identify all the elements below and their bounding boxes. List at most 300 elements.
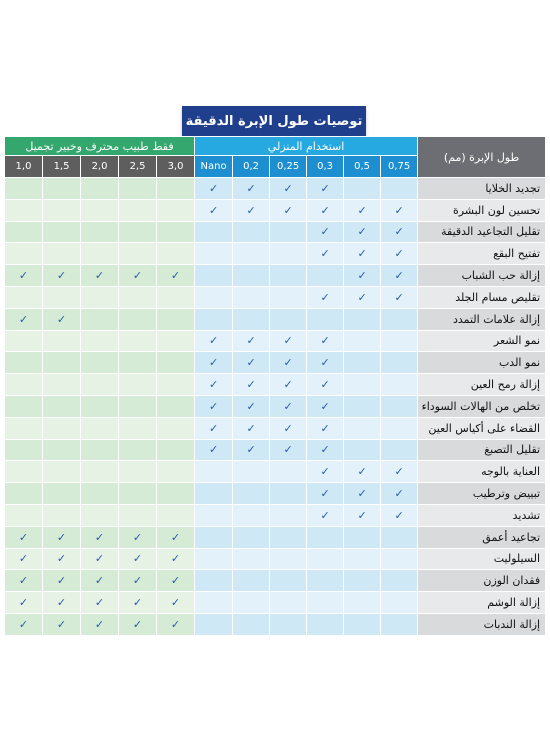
home-cell <box>307 570 344 592</box>
check-icon: ✓ <box>18 530 29 544</box>
pro-cell <box>157 199 195 221</box>
pro-cell <box>5 461 43 483</box>
pro-cell <box>157 395 195 417</box>
pro-cell <box>5 221 43 243</box>
pro-cell <box>81 483 119 505</box>
home-column-header: 0,3 <box>307 156 344 178</box>
home-cell <box>195 395 233 417</box>
home-cell <box>270 395 307 417</box>
home-cell <box>381 613 418 635</box>
check-icon: ✓ <box>56 617 67 631</box>
home-cell <box>307 243 344 265</box>
home-cell <box>195 592 233 614</box>
home-use-header: استخدام المنزلي <box>195 137 418 156</box>
treatment-label: السيلوليت <box>418 548 546 570</box>
pro-cell <box>157 352 195 374</box>
pro-cell <box>81 286 119 308</box>
home-cell <box>195 221 233 243</box>
home-cell <box>344 504 381 526</box>
check-icon: ✓ <box>283 399 293 413</box>
home-cell <box>195 526 233 548</box>
check-icon: ✓ <box>132 552 143 566</box>
home-cell <box>270 178 307 200</box>
table-row <box>5 613 546 635</box>
pro-cell <box>81 439 119 461</box>
home-cell <box>233 483 270 505</box>
pro-cell <box>43 199 81 221</box>
home-cell <box>270 265 307 287</box>
pro-cell <box>5 395 43 417</box>
pro-cell <box>43 504 81 526</box>
pro-cell <box>157 548 195 570</box>
home-column-header: 0,5 <box>344 156 381 178</box>
home-cell <box>381 461 418 483</box>
check-icon: ✓ <box>283 443 293 457</box>
treatment-label: إزالة رمح العين <box>418 374 546 396</box>
table-row <box>5 395 546 417</box>
home-cell <box>344 395 381 417</box>
check-icon: ✓ <box>170 574 181 588</box>
pro-cell <box>119 461 157 483</box>
pro-cell <box>81 417 119 439</box>
home-cell <box>195 461 233 483</box>
home-cell <box>381 352 418 374</box>
home-cell <box>233 613 270 635</box>
check-icon: ✓ <box>320 508 330 522</box>
check-icon: ✓ <box>320 225 330 239</box>
home-cell <box>344 592 381 614</box>
home-cell <box>344 483 381 505</box>
home-cell <box>344 330 381 352</box>
pro-cell <box>119 439 157 461</box>
home-cell <box>307 352 344 374</box>
pro-cell <box>43 417 81 439</box>
page-title: توصيات طول الإبرة الدقيقة <box>182 106 366 136</box>
check-icon: ✓ <box>394 487 404 501</box>
pro-cell <box>157 504 195 526</box>
pro-cell <box>157 613 195 635</box>
check-icon: ✓ <box>18 312 29 326</box>
treatment-label: فقدان الوزن <box>418 570 546 592</box>
check-icon: ✓ <box>208 443 219 457</box>
treatment-label: تقليل التصبغ <box>418 439 546 461</box>
check-icon: ✓ <box>18 617 29 631</box>
home-cell <box>344 243 381 265</box>
home-cell <box>307 308 344 330</box>
check-icon: ✓ <box>357 290 367 304</box>
home-cell <box>307 265 344 287</box>
pro-cell <box>5 592 43 614</box>
home-cell <box>233 243 270 265</box>
pro-cell <box>157 417 195 439</box>
check-icon: ✓ <box>357 465 367 479</box>
treatment-label: تجديد الخلايا <box>418 178 546 200</box>
home-cell <box>270 199 307 221</box>
pro-cell <box>119 178 157 200</box>
home-cell <box>270 548 307 570</box>
table-row <box>5 308 546 330</box>
check-icon: ✓ <box>283 356 293 370</box>
check-icon: ✓ <box>208 421 219 435</box>
home-cell <box>233 286 270 308</box>
home-cell <box>233 439 270 461</box>
check-icon: ✓ <box>246 356 256 370</box>
treatment-label: نمو الدب <box>418 352 546 374</box>
home-cell <box>195 330 233 352</box>
check-icon: ✓ <box>132 574 143 588</box>
pro-cell <box>81 548 119 570</box>
pro-cell <box>5 504 43 526</box>
check-icon: ✓ <box>132 269 143 283</box>
pro-cell <box>119 352 157 374</box>
pro-cell <box>5 374 43 396</box>
home-cell <box>307 286 344 308</box>
home-cell <box>344 308 381 330</box>
check-icon: ✓ <box>320 181 330 195</box>
home-cell <box>195 548 233 570</box>
pro-cell <box>81 265 119 287</box>
home-cell <box>307 548 344 570</box>
table-row <box>5 504 546 526</box>
pro-cell <box>119 570 157 592</box>
pro-column-header: 2,5 <box>119 156 157 178</box>
pro-column-header: 1,0 <box>5 156 43 178</box>
table-row <box>5 461 546 483</box>
check-icon: ✓ <box>320 399 330 413</box>
home-cell <box>195 483 233 505</box>
pro-cell <box>43 548 81 570</box>
check-icon: ✓ <box>246 378 256 392</box>
table-row <box>5 330 546 352</box>
pro-cell <box>43 308 81 330</box>
home-cell <box>270 330 307 352</box>
check-icon: ✓ <box>208 378 219 392</box>
pro-cell <box>157 286 195 308</box>
home-cell <box>270 374 307 396</box>
check-icon: ✓ <box>320 334 330 348</box>
check-icon: ✓ <box>208 356 219 370</box>
home-cell <box>270 504 307 526</box>
check-icon: ✓ <box>94 596 105 610</box>
check-icon: ✓ <box>208 399 219 413</box>
check-icon: ✓ <box>18 269 29 283</box>
pro-cell <box>119 286 157 308</box>
check-icon: ✓ <box>283 203 293 217</box>
table-row <box>5 526 546 548</box>
home-cell <box>344 461 381 483</box>
home-cell <box>307 439 344 461</box>
check-icon: ✓ <box>94 574 105 588</box>
pro-cell <box>43 265 81 287</box>
home-cell <box>344 265 381 287</box>
home-cell <box>307 461 344 483</box>
check-icon: ✓ <box>170 617 181 631</box>
table-row <box>5 286 546 308</box>
home-cell <box>233 395 270 417</box>
check-icon: ✓ <box>246 203 256 217</box>
home-cell <box>344 439 381 461</box>
home-cell <box>381 570 418 592</box>
pro-cell <box>43 439 81 461</box>
home-cell <box>195 352 233 374</box>
pro-cell <box>5 308 43 330</box>
pro-cell <box>119 395 157 417</box>
table-row <box>5 178 546 200</box>
pro-cell <box>119 548 157 570</box>
home-cell <box>195 308 233 330</box>
home-cell <box>233 592 270 614</box>
pro-cell <box>119 417 157 439</box>
home-cell <box>270 570 307 592</box>
pro-column-header: 1,5 <box>43 156 81 178</box>
check-icon: ✓ <box>246 334 256 348</box>
treatment-label: تشديد <box>418 504 546 526</box>
home-cell <box>195 286 233 308</box>
treatment-label: العناية بالوجه <box>418 461 546 483</box>
home-cell <box>381 548 418 570</box>
pro-cell <box>157 374 195 396</box>
pro-cell <box>5 439 43 461</box>
home-cell <box>270 417 307 439</box>
check-icon: ✓ <box>170 552 181 566</box>
home-cell <box>233 417 270 439</box>
table-row <box>5 199 546 221</box>
home-cell <box>381 265 418 287</box>
home-column-header: Nano <box>195 156 233 178</box>
check-icon: ✓ <box>56 552 67 566</box>
pro-cell <box>43 330 81 352</box>
home-cell <box>307 504 344 526</box>
home-cell <box>307 613 344 635</box>
pro-cell <box>81 374 119 396</box>
pro-cell <box>43 352 81 374</box>
treatment-label: تخلص من الهالات السوداء <box>418 395 546 417</box>
pro-cell <box>157 265 195 287</box>
pro-cell <box>119 374 157 396</box>
pro-cell <box>43 221 81 243</box>
home-cell <box>381 417 418 439</box>
pro-cell <box>5 613 43 635</box>
treatment-label: تحسين لون البشرة <box>418 199 546 221</box>
table-row <box>5 265 546 287</box>
pro-cell <box>43 286 81 308</box>
pro-cell <box>81 526 119 548</box>
check-icon: ✓ <box>394 508 404 522</box>
table-row <box>5 221 546 243</box>
pro-cell <box>81 395 119 417</box>
check-icon: ✓ <box>56 574 67 588</box>
pro-cell <box>81 199 119 221</box>
pro-cell <box>81 461 119 483</box>
check-icon: ✓ <box>94 269 105 283</box>
home-cell <box>381 504 418 526</box>
pro-cell <box>43 178 81 200</box>
treatment-label: تجاعيد أعمق <box>418 526 546 548</box>
check-icon: ✓ <box>94 617 105 631</box>
home-cell <box>344 548 381 570</box>
home-cell <box>233 199 270 221</box>
table-row <box>5 243 546 265</box>
home-cell <box>307 526 344 548</box>
home-cell <box>270 221 307 243</box>
check-icon: ✓ <box>208 334 219 348</box>
home-cell <box>381 199 418 221</box>
home-cell <box>270 613 307 635</box>
check-icon: ✓ <box>320 356 330 370</box>
treatment-label: إزالة حب الشباب <box>418 265 546 287</box>
check-icon: ✓ <box>320 290 330 304</box>
home-cell <box>381 243 418 265</box>
home-cell <box>195 613 233 635</box>
home-cell <box>270 308 307 330</box>
check-icon: ✓ <box>18 596 29 610</box>
pro-cell <box>119 199 157 221</box>
pro-cell <box>157 483 195 505</box>
home-cell <box>233 308 270 330</box>
home-cell <box>233 265 270 287</box>
home-cell <box>307 330 344 352</box>
home-cell <box>344 570 381 592</box>
home-cell <box>195 243 233 265</box>
pro-cell <box>81 221 119 243</box>
check-icon: ✓ <box>246 443 256 457</box>
check-icon: ✓ <box>132 530 143 544</box>
home-cell <box>344 374 381 396</box>
pro-cell <box>157 570 195 592</box>
pro-column-header: 3,0 <box>157 156 195 178</box>
pro-cell <box>43 613 81 635</box>
home-cell <box>270 286 307 308</box>
treatment-label: إزالة علامات التمدد <box>418 308 546 330</box>
pro-cell <box>5 417 43 439</box>
home-cell <box>381 178 418 200</box>
check-icon: ✓ <box>18 552 29 566</box>
home-cell <box>344 526 381 548</box>
pro-cell <box>43 243 81 265</box>
home-cell <box>270 592 307 614</box>
check-icon: ✓ <box>394 225 404 239</box>
home-cell <box>195 374 233 396</box>
home-cell <box>344 613 381 635</box>
table-row <box>5 483 546 505</box>
check-icon: ✓ <box>94 530 105 544</box>
check-icon: ✓ <box>56 269 67 283</box>
pro-cell <box>119 265 157 287</box>
pro-cell <box>5 526 43 548</box>
table-row <box>5 592 546 614</box>
check-icon: ✓ <box>283 334 293 348</box>
check-icon: ✓ <box>357 247 367 261</box>
pro-cell <box>81 330 119 352</box>
pro-cell <box>81 613 119 635</box>
pro-cell <box>119 221 157 243</box>
check-icon: ✓ <box>320 203 330 217</box>
home-cell <box>270 439 307 461</box>
home-cell <box>381 439 418 461</box>
home-cell <box>344 178 381 200</box>
check-icon: ✓ <box>56 530 67 544</box>
needle-length-table <box>4 136 546 636</box>
home-cell <box>344 286 381 308</box>
home-cell <box>195 199 233 221</box>
check-icon: ✓ <box>208 203 219 217</box>
home-cell <box>381 592 418 614</box>
check-icon: ✓ <box>394 290 404 304</box>
pro-cell <box>5 548 43 570</box>
pro-cell <box>119 483 157 505</box>
pro-cell <box>119 504 157 526</box>
pro-cell <box>157 526 195 548</box>
pro-cell <box>81 504 119 526</box>
home-cell <box>381 330 418 352</box>
home-cell <box>381 221 418 243</box>
check-icon: ✓ <box>246 181 256 195</box>
check-icon: ✓ <box>283 181 293 195</box>
pro-cell <box>81 243 119 265</box>
home-cell <box>270 483 307 505</box>
check-icon: ✓ <box>357 487 367 501</box>
home-cell <box>307 592 344 614</box>
check-icon: ✓ <box>320 378 330 392</box>
check-icon: ✓ <box>320 421 330 435</box>
pro-cell <box>157 330 195 352</box>
check-icon: ✓ <box>208 181 219 195</box>
pro-cell <box>119 330 157 352</box>
check-icon: ✓ <box>283 378 293 392</box>
home-cell <box>307 199 344 221</box>
pro-cell <box>5 265 43 287</box>
check-icon: ✓ <box>394 247 404 261</box>
home-cell <box>270 526 307 548</box>
pro-cell <box>5 178 43 200</box>
home-cell <box>344 352 381 374</box>
home-cell <box>233 178 270 200</box>
pro-cell <box>5 352 43 374</box>
home-cell <box>307 178 344 200</box>
pro-cell <box>157 178 195 200</box>
pro-cell <box>119 592 157 614</box>
pro-cell <box>119 243 157 265</box>
table-row <box>5 439 546 461</box>
check-icon: ✓ <box>94 552 105 566</box>
treatment-label: تفتيح البقع <box>418 243 546 265</box>
home-cell <box>195 439 233 461</box>
pro-cell <box>5 570 43 592</box>
pro-cell <box>43 592 81 614</box>
check-icon: ✓ <box>394 465 404 479</box>
home-cell <box>307 417 344 439</box>
check-icon: ✓ <box>320 465 330 479</box>
home-cell <box>195 178 233 200</box>
home-cell <box>381 374 418 396</box>
check-icon: ✓ <box>320 443 330 457</box>
home-cell <box>381 286 418 308</box>
home-cell <box>381 483 418 505</box>
home-cell <box>195 570 233 592</box>
home-cell <box>195 265 233 287</box>
pro-column-header: 2,0 <box>81 156 119 178</box>
check-icon: ✓ <box>170 269 181 283</box>
home-cell <box>307 221 344 243</box>
home-cell <box>195 504 233 526</box>
check-icon: ✓ <box>357 508 367 522</box>
home-cell <box>270 352 307 374</box>
check-icon: ✓ <box>170 596 181 610</box>
home-column-header: 0,25 <box>270 156 307 178</box>
home-cell <box>307 395 344 417</box>
treatment-label: القضاء على أكياس العين <box>418 417 546 439</box>
check-icon: ✓ <box>283 421 293 435</box>
